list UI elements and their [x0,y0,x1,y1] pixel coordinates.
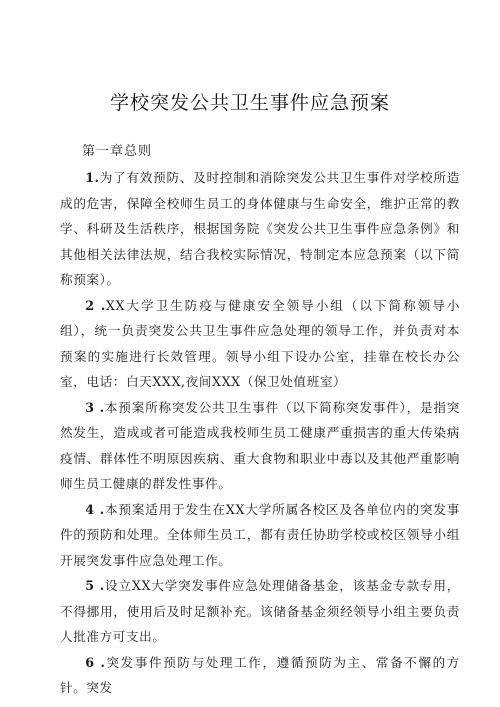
paragraph-text: XX大学卫生防疫与健康安全领导小组（以下简称领导小组），统一负责突发公共卫生事件应急处理的领导工作，并负责对本预案的实施进行长效管理。领导小组下设办公室，挂靠在校长办公室，电话：白天XXX,夜间XXX（保卫处值班室） [60,297,460,389]
paragraph-5 [60,573,460,650]
paragraph-number: 4 . [85,501,105,517]
document-body [60,165,460,701]
chapter-heading: 第一章总则 [82,144,153,159]
paragraph-number: 2 . [85,297,106,313]
paragraph-1 [60,165,460,293]
paragraph-2 [60,293,460,395]
paragraph-text: 突发事件预防与处理工作，遵循预防为主、常备不懈的方针。突发 [60,654,460,695]
paragraph-number: 3 . [85,399,105,415]
paragraph-number: 6 . [85,654,106,670]
paragraph-text: 本预案适用于发生在XX大学所属各校区及各单位内的突发事件的预防和处理。全体师生员工，都有责任协助学校或校区领导小组开展突发事件应急处理工作。 [60,501,460,568]
paragraph-text: 本预案所称突发公共卫生事件（以下简称突发事件），是指突然发生，造成或者可能造成我校师生员工健康严重损害的重大传染病疫情、群体性不明原因疾病、重大食物和职业中毒以及其他严重影响师生员工健康的群发性事件。 [60,399,460,491]
paragraph-3 [60,395,460,497]
paragraph-text: 设立XX大学突发事件应急处理储备基金，该基金专款专用，不得挪用，使用后及时足额补充。该储备基金须经领导小组主要负责人批准方可支出。 [60,578,460,644]
paragraph-6 [60,650,460,701]
paragraph-4 [60,497,460,574]
paragraph-number: 1. [85,170,100,185]
paragraph-number: 5 . [85,578,105,593]
paragraph-text: 为了有效预防、及时控制和消除突发公共卫生事件对学校所造成的危害，保障全校师生员工的身体健康与生命安全，维护正常的教学、科研及生活秩序，根据国务院《突发公共卫生事件应急条例》和其他相关法律法规，结合我校实际情况，特制定本应急预案（以下简称预案）。 [60,170,460,287]
document-title: 学校突发公共卫生事件应急预案 [109,92,390,114]
